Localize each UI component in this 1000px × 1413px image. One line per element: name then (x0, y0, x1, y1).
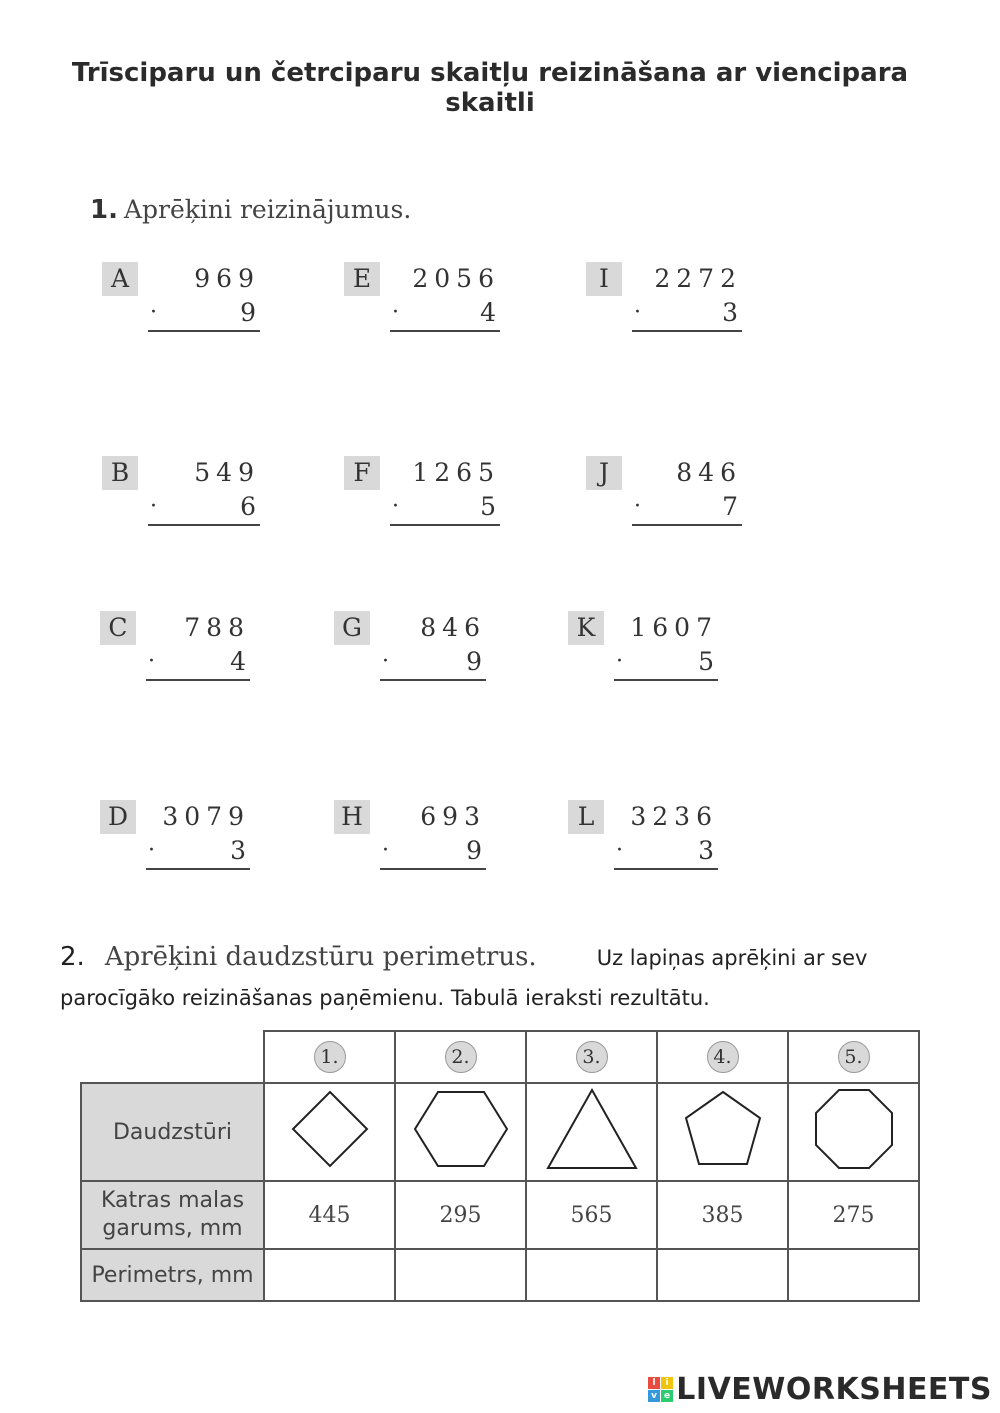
problem-label: F (344, 456, 380, 490)
problem-h (334, 800, 486, 880)
pentagon-icon (678, 1084, 768, 1174)
length-cell: 445 (264, 1181, 395, 1249)
table-row-perimeter (81, 1249, 919, 1301)
problem-multiplier: 3 (698, 836, 714, 865)
problem-multiplier: 4 (480, 298, 496, 327)
problem-multiplicand: 1265 (412, 458, 500, 487)
problem-multiplier: 9 (240, 298, 256, 327)
multiply-dot-icon: · (148, 649, 155, 674)
multiply-dot-icon: · (382, 838, 389, 863)
exercise-2-title: Aprēķini daudzstūru perimetrus. (104, 942, 537, 972)
problem-multiplier: 5 (480, 492, 496, 521)
diamond-icon (285, 1084, 375, 1174)
problem-multiplier-line (146, 647, 250, 681)
problem-multiplier: 4 (230, 647, 246, 676)
length-cell: 295 (395, 1181, 526, 1249)
column-number: 3. (576, 1041, 608, 1073)
length-cell: 275 (788, 1181, 919, 1249)
problem-multiplicand: 549 (194, 458, 260, 487)
column-header (526, 1031, 657, 1083)
octagon-icon (809, 1084, 899, 1174)
triangle-icon (542, 1084, 642, 1174)
problem-i (586, 262, 742, 342)
column-number: 2. (445, 1041, 477, 1073)
exercise-1-instruction: Aprēķini reizinājumus. (123, 195, 412, 224)
length-cell: 565 (526, 1181, 657, 1249)
problem-multiplier-line (390, 492, 500, 526)
shape-cell (788, 1083, 919, 1181)
multiply-dot-icon: · (150, 300, 157, 325)
logo-text: LIVEWORKSHEETS (676, 1372, 992, 1407)
problem-multiplier-line (632, 298, 742, 332)
exercise-2-number: 2. (60, 942, 85, 972)
shape-cell (657, 1083, 788, 1181)
problem-b (102, 456, 260, 536)
problem-multiplier-line (380, 647, 486, 681)
exercise-2-heading (60, 937, 940, 1018)
column-number: 1. (314, 1041, 346, 1073)
length-cell: 385 (657, 1181, 788, 1249)
problem-multiplier-line (380, 836, 486, 870)
problem-multiplier-line (146, 836, 250, 870)
page-title-line2: skaitli (445, 88, 535, 118)
problem-multiplier: 7 (722, 492, 738, 521)
multiply-dot-icon: · (634, 300, 641, 325)
exercise-2-instruction-b: parocīgāko reizināšanas paņēmienu. Tabulā ieraksti rezultātu. (60, 986, 710, 1010)
problem-label: J (586, 456, 622, 490)
problem-multiplier: 3 (230, 836, 246, 865)
multiply-dot-icon: · (616, 649, 623, 674)
column-header (788, 1031, 919, 1083)
problem-multiplicand: 693 (420, 802, 486, 831)
problem-multiplicand: 846 (420, 613, 486, 642)
problem-multiplicand: 788 (184, 613, 250, 642)
problem-multiplier-line (148, 298, 260, 332)
perimeter-answer-cell[interactable] (395, 1249, 526, 1301)
perimeter-table (80, 1030, 920, 1302)
exercise-1-heading (90, 195, 411, 225)
problem-multiplier-line (148, 492, 260, 526)
problem-label: K (568, 611, 604, 645)
perimeter-answer-cell[interactable] (526, 1249, 657, 1301)
problem-multiplier: 9 (466, 836, 482, 865)
problem-label: H (334, 800, 370, 834)
multiply-dot-icon: · (616, 838, 623, 863)
shape-cell (264, 1083, 395, 1181)
problem-multiplier-line (390, 298, 500, 332)
problem-multiplier: 9 (466, 647, 482, 676)
problem-multiplicand: 2056 (412, 264, 500, 293)
problem-multiplicand: 1607 (630, 613, 718, 642)
multiply-dot-icon: · (382, 649, 389, 674)
multiply-dot-icon: · (392, 494, 399, 519)
problem-c (100, 611, 250, 691)
problem-multiplicand: 969 (194, 264, 260, 293)
problem-multiplier: 3 (722, 298, 738, 327)
perimeter-answer-cell[interactable] (788, 1249, 919, 1301)
problem-multiplicand: 3236 (630, 802, 718, 831)
exercise-2-instruction-a: Uz lapiņas aprēķini ar sev (596, 946, 868, 970)
page-title-line1: Trīsciparu un četrciparu skaitļu reizināšana ar viencipara (71, 58, 909, 88)
problem-label: D (100, 800, 136, 834)
logo-badge-icon: l i v e (648, 1377, 673, 1402)
perimeter-answer-cell[interactable] (657, 1249, 788, 1301)
problem-label: I (586, 262, 622, 296)
table-row-lengths (81, 1181, 919, 1249)
problem-label: E (344, 262, 380, 296)
problem-j (586, 456, 742, 536)
problem-label: A (102, 262, 138, 296)
multiply-dot-icon: · (634, 494, 641, 519)
problem-g (334, 611, 486, 691)
problem-multiplier: 5 (698, 647, 714, 676)
perimeter-answer-cell[interactable] (264, 1249, 395, 1301)
problem-multiplier: 6 (240, 492, 256, 521)
problem-multiplicand: 2272 (654, 264, 742, 293)
column-number: 4. (707, 1041, 739, 1073)
multiply-dot-icon: · (392, 300, 399, 325)
table-row-shapes (81, 1083, 919, 1181)
shape-cell (395, 1083, 526, 1181)
multiply-dot-icon: · (148, 838, 155, 863)
problem-f (344, 456, 500, 536)
table-corner (81, 1031, 264, 1083)
problem-label: B (102, 456, 138, 490)
problem-multiplicand: 3079 (162, 802, 250, 831)
problem-l (568, 800, 718, 880)
problem-label: G (334, 611, 370, 645)
liveworksheets-logo (648, 1372, 992, 1407)
hexagon-icon (411, 1084, 511, 1174)
problem-multiplier-line (614, 836, 718, 870)
problem-label: C (100, 611, 136, 645)
page-title (60, 58, 920, 118)
problem-a (102, 262, 260, 342)
problem-d (100, 800, 250, 880)
column-header (395, 1031, 526, 1083)
problem-e (344, 262, 500, 342)
table-header-row (81, 1031, 919, 1083)
multiply-dot-icon: · (150, 494, 157, 519)
row-header-perimeter: Perimetrs, mm (81, 1249, 264, 1301)
column-number: 5. (838, 1041, 870, 1073)
problem-multiplicand: 846 (676, 458, 742, 487)
row-header-lengths: Katras malas garums, mm (81, 1181, 264, 1249)
column-header (264, 1031, 395, 1083)
problem-multiplier-line (632, 492, 742, 526)
exercise-1-number: 1. (90, 195, 118, 225)
problem-k (568, 611, 718, 691)
column-header (657, 1031, 788, 1083)
shape-cell (526, 1083, 657, 1181)
row-header-shapes: Daudzstūri (81, 1083, 264, 1181)
problem-multiplier-line (614, 647, 718, 681)
problem-label: L (568, 800, 604, 834)
